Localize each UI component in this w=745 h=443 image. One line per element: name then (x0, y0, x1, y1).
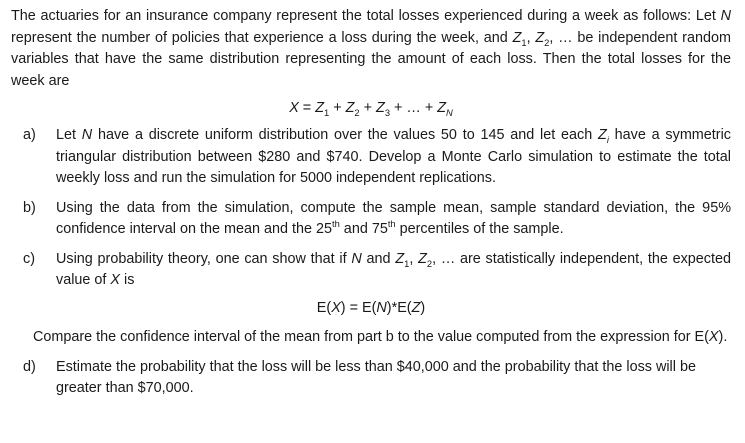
item-b (11, 198, 731, 241)
var-n: N (376, 299, 387, 316)
item-letter: d) (23, 358, 36, 375)
text: Compare the confidence interval of the mean from part b to the value computed from the expression for E( (33, 329, 709, 345)
subscript: 2 (544, 37, 550, 48)
plus-sign: + (359, 100, 377, 116)
var-x: X (708, 329, 719, 345)
intro-paragraph: The actuaries for an insurance company represent the total losses experienced during a week as follows: Let N represent the number of policies that experience a loss during the week, and $Z_1$, $Z_2$, … be independent random variables that have the same distribution representing the amount of each loss. Then the total losses for the week are (11, 8, 731, 89)
text: ). (718, 329, 728, 345)
subscript-italic (446, 108, 453, 118)
superscript: th (332, 219, 340, 230)
ellipsis-sum: + … + (390, 100, 438, 116)
intro-text: represent the number of policies that experience a loss during the week, and (11, 29, 513, 46)
subscript-n: N (446, 107, 453, 118)
var-z: Z (437, 100, 447, 116)
subscript-i: i (606, 134, 609, 145)
var-z: Z (535, 29, 545, 46)
text: percentiles of the sample. (395, 221, 564, 237)
text: E( (316, 299, 332, 316)
item-b-text (56, 198, 731, 241)
item-d-text: Estimate the probability that the loss will be less than $40,000 and the probability that the loss will be greater than $70,000. (56, 358, 696, 396)
subscript: 1 (324, 107, 330, 118)
item-letter: c) (23, 250, 35, 267)
text: Using probability theory, one can show that if (56, 250, 352, 267)
item-a (11, 125, 731, 190)
subscript: 3 (384, 107, 391, 118)
var-x: X (289, 100, 299, 116)
text: , … are statistically independent, the expected value of (56, 250, 732, 288)
var-n: N (351, 250, 362, 267)
item-letter: a) (23, 127, 36, 143)
text: and 75 (339, 221, 388, 237)
total-loss-equation (11, 97, 731, 119)
text: have a symmetric triangular distribution between $280 and $740. Develop a Monte Carlo simulation to estimate the total weekly loss and run the simulation for 5000 independent replications. (56, 127, 731, 186)
subscript: 2 (426, 258, 433, 269)
var-z: Z (512, 29, 522, 46)
equals-sign: = (298, 100, 316, 116)
item-a-text (56, 125, 731, 190)
intro-text: The actuaries for an insurance company represent the total losses experienced during a week as follows: Let (11, 8, 721, 24)
var-z: Z (411, 299, 421, 316)
item-c (11, 249, 731, 292)
superscript: th (387, 219, 396, 230)
var-n: N (81, 127, 93, 143)
var-n: N (720, 8, 731, 24)
text: Let (56, 127, 82, 143)
plus-sign: + (329, 100, 346, 116)
subscript: 1 (521, 37, 527, 48)
text: is (120, 272, 135, 288)
subscript: 1 (404, 258, 410, 269)
text: have a discrete uniform distribution over the values 50 to 145 and let each (92, 127, 599, 143)
var-x: X (331, 299, 341, 316)
text: )*E( (386, 299, 412, 316)
text: , (409, 250, 419, 267)
var-z: Z (315, 100, 325, 116)
expected-value-formula (11, 298, 731, 320)
compare-paragraph (11, 327, 731, 349)
var-z: Z (418, 250, 427, 267)
subscript: 2 (354, 107, 360, 118)
item-c-text (56, 249, 731, 292)
item-d (11, 357, 731, 400)
text: ) = E( (340, 299, 377, 316)
intro-text: , … be independent random variables that have the same distribution representing the amount of each loss. Then the total losses for the week are (11, 29, 731, 89)
var-x: X (110, 272, 121, 288)
var-z: Z (345, 100, 355, 116)
text: ) (420, 299, 426, 316)
text: Using the data from the simulation, compute the sample mean, sample standard deviation, the 95% confidence interval on the mean and the 25 (56, 199, 731, 237)
text: and (361, 250, 396, 267)
item-letter: b) (23, 199, 36, 216)
var-z: Z (376, 100, 385, 116)
var-z: Z (395, 250, 405, 267)
var-z: Z (598, 127, 607, 143)
